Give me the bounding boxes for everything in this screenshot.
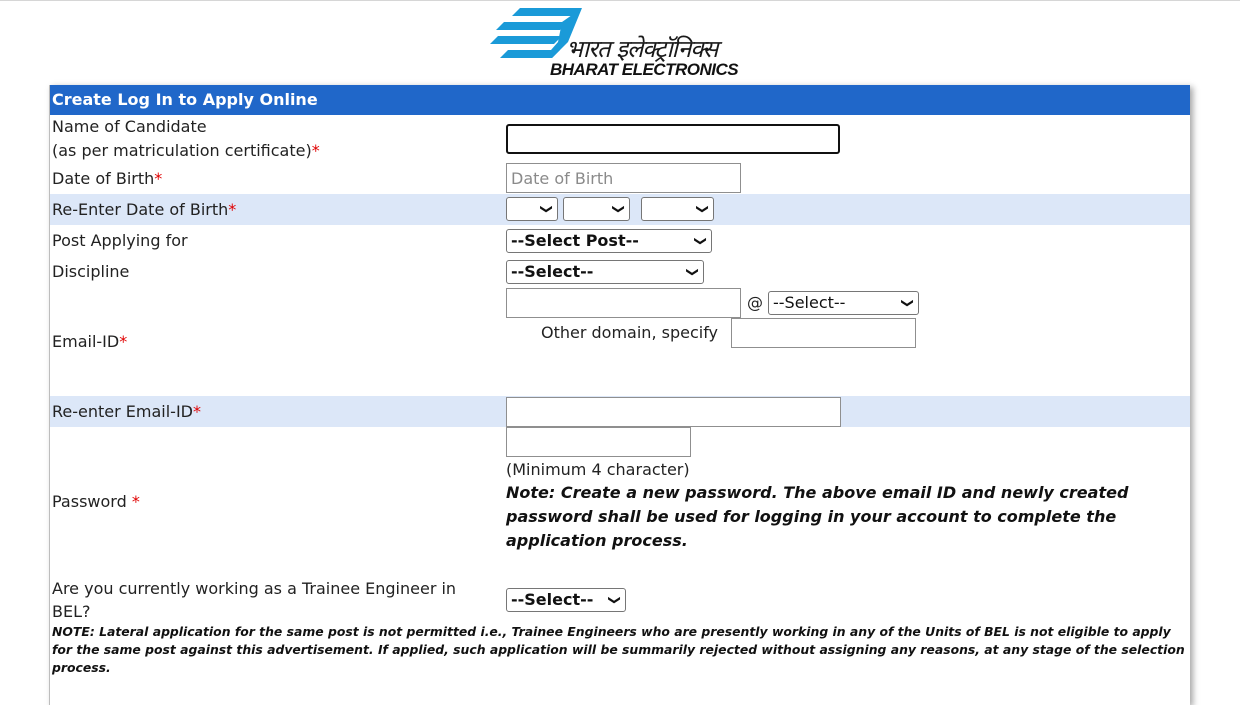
email-domain-value: --Select--	[773, 293, 846, 312]
chevron-down-icon: ❯	[693, 235, 708, 247]
discipline-label: Discipline	[52, 262, 130, 281]
dob-label-text: Date of Birth	[52, 169, 155, 188]
dob-month-select[interactable]	[563, 197, 630, 221]
dob-day-select[interactable]	[506, 197, 558, 221]
login-form-panel	[49, 85, 1190, 705]
name-label-line1: Name of Candidate	[52, 117, 207, 136]
dob-year-select[interactable]	[641, 197, 714, 221]
chevron-down-icon: ❯	[539, 203, 554, 215]
post-label: Post Applying for	[52, 231, 188, 250]
post-select[interactable]	[506, 229, 712, 253]
email-user-input[interactable]	[506, 288, 741, 318]
required-mark: *	[228, 200, 237, 219]
bel-logo	[478, 2, 762, 82]
dob-reenter-label-text: Re-Enter Date of Birth	[52, 200, 229, 219]
discipline-select[interactable]	[506, 260, 704, 284]
email-domain-select[interactable]	[768, 291, 919, 315]
password-input[interactable]	[506, 427, 691, 457]
other-domain-label: Other domain, specify	[541, 323, 719, 342]
email-reenter-label-text: Re-enter Email-ID	[52, 402, 193, 421]
required-mark: *	[311, 141, 320, 160]
required-mark: *	[192, 402, 201, 421]
at-symbol: @	[747, 293, 763, 312]
required-mark: *	[154, 169, 163, 188]
password-hint: (Minimum 4 character)	[506, 460, 690, 479]
chevron-down-icon: ❯	[685, 266, 700, 278]
trainee-label-line1: Are you currently working as a Trainee Engineer in	[52, 579, 457, 598]
email-label-text: Email-ID	[52, 332, 120, 351]
trainee-label-line2: BEL?	[52, 602, 91, 621]
dob-input[interactable]	[506, 163, 741, 193]
other-domain-input[interactable]	[731, 318, 916, 348]
candidate-name-input[interactable]	[506, 124, 840, 154]
name-label-sub	[52, 139, 320, 163]
chevron-down-icon: ❯	[607, 594, 622, 606]
email-reenter-label	[52, 400, 201, 424]
email-label	[52, 330, 127, 354]
dob-label	[52, 167, 162, 191]
required-mark: *	[119, 332, 128, 351]
top-divider	[0, 0, 1240, 1]
discipline-select-value: --Select--	[511, 262, 594, 281]
password-note: Note: Create a new password. The above email ID and newly created password shall be used for logging in your account to complete the application process.	[506, 483, 1129, 550]
password-label-text: Password	[52, 492, 132, 511]
trainee-select[interactable]	[506, 588, 626, 612]
logo-english-text: BHARAT ELECTRONICS	[550, 60, 739, 79]
chevron-down-icon: ❯	[611, 203, 626, 215]
chevron-down-icon: ❯	[695, 203, 710, 215]
required-mark: *	[131, 492, 140, 511]
trainee-select-value: --Select--	[511, 590, 594, 609]
post-select-value: --Select Post--	[511, 231, 639, 250]
name-label-line2: (as per matriculation certificate)	[52, 141, 312, 160]
lateral-application-note: NOTE: Lateral application for the same post is not permitted i.e., Trainee Engineers who are presently working in any of the Units of BEL is not eligible to apply for the same post against this advertisement. If applied, such application will be summarily rejected without assigning any reasons, at any stage of the selection process.	[52, 624, 1185, 675]
email-reenter-input[interactable]	[506, 397, 841, 427]
chevron-down-icon: ❯	[900, 297, 915, 309]
password-label	[52, 490, 140, 514]
logo-hindi-text: भारत इलेक्ट्रॉनिक्स	[566, 35, 718, 63]
form-header: Create Log In to Apply Online	[50, 85, 1190, 115]
dob-reenter-label	[52, 198, 236, 222]
name-label	[52, 115, 207, 139]
